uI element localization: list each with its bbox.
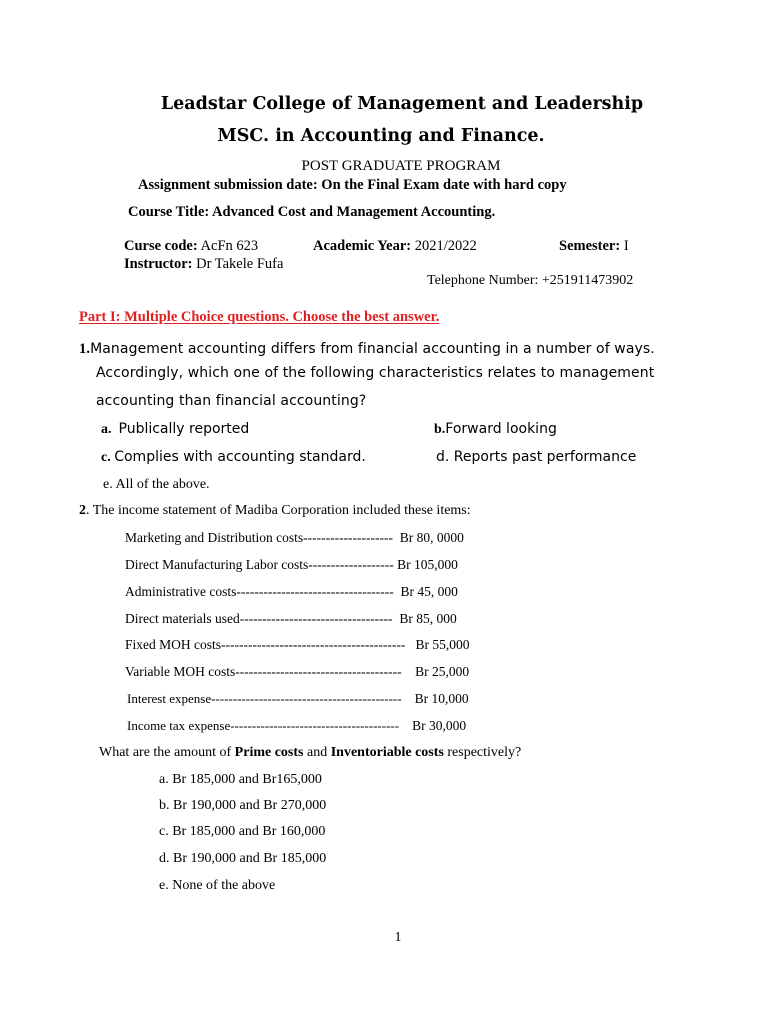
question-1-option-b: b.Forward looking xyxy=(434,421,557,437)
academic-year-value: 2021/2022 xyxy=(414,238,477,254)
cost-item: Marketing and Distribution costs-------------------- Br 80, 0000 xyxy=(125,530,464,545)
question-1-line-3: accounting than financial accounting? xyxy=(96,393,367,409)
page-number: 1 xyxy=(394,930,402,945)
question-1-text: Management accounting differs from financial accounting in a number of ways. xyxy=(90,341,655,357)
question-1-line-1 xyxy=(79,341,655,358)
cost-item: Interest expense-------------------------------------------- Br 10,000 xyxy=(127,691,469,706)
question-2-option-d: d. Br 190,000 and Br 185,000 xyxy=(159,851,327,866)
question-2-intro: 2. The income statement of Madiba Corporation included these items: xyxy=(79,503,471,518)
question-1-number: 1. xyxy=(79,341,91,357)
academic-year-label: Academic Year: xyxy=(313,238,412,254)
instructor-label: Instructor: xyxy=(124,256,193,272)
instructor-value: Dr Takele Fufa xyxy=(196,256,284,272)
question-1-option-e: e. All of the above. xyxy=(103,477,210,492)
telephone-number: Telephone Number: +251911473902 xyxy=(427,273,634,288)
academic-year xyxy=(313,238,477,255)
course-code-label: Curse code: xyxy=(124,238,198,254)
cost-item: Direct Manufacturing Labor costs------------------- Br 105,000 xyxy=(125,557,458,572)
course-title: Course Title: Advanced Cost and Management Accounting. xyxy=(128,204,496,220)
part-one-title: Part I: Multiple Choice questions. Choose the best answer. xyxy=(79,309,440,325)
cost-item: Income tax expense--------------------------------------- Br 30,000 xyxy=(127,718,467,733)
course-code-value: AcFn 623 xyxy=(200,238,259,254)
question-2-option-c: c. Br 185,000 and Br 160,000 xyxy=(159,824,326,839)
instructor xyxy=(124,256,283,273)
course-code xyxy=(124,238,258,255)
question-1-line-2: Accordingly, which one of the following characteristics relates to management xyxy=(96,365,655,381)
question-2-number: 2 xyxy=(79,503,86,518)
semester-label: Semester: xyxy=(559,238,621,254)
college-name: Leadstar College of Management and Leadership xyxy=(160,94,644,114)
question-2-option-b: b. Br 190,000 and Br 270,000 xyxy=(159,798,327,813)
question-2-option-e: e. None of the above xyxy=(159,878,276,893)
cost-item: Direct materials used---------------------------------- Br 85, 000 xyxy=(125,611,457,626)
semester xyxy=(559,238,629,255)
semester-value: I xyxy=(623,238,629,254)
submission-date: Assignment submission date: On the Final Exam date with hard copy xyxy=(138,177,567,193)
question-2-prompt: What are the amount of Prime costs and Inventoriable costs respectively? xyxy=(99,745,522,760)
question-1-option-d: d. Reports past performance xyxy=(436,449,637,465)
question-1-option-a: a. Publically reported xyxy=(101,421,250,437)
program-name: MSC. in Accounting and Finance. xyxy=(217,126,545,146)
cost-item: Administrative costs----------------------------------- Br 45, 000 xyxy=(125,584,458,599)
question-2-option-a: a. Br 185,000 and Br165,000 xyxy=(159,772,322,787)
cost-item: Fixed MOH costs----------------------------------------- Br 55,000 xyxy=(125,637,470,652)
post-graduate-heading: POST GRADUATE PROGRAM xyxy=(301,158,501,174)
question-1-option-c: c. Complies with accounting standard. xyxy=(101,449,366,465)
cost-item: Variable MOH costs------------------------------------- Br 25,000 xyxy=(125,664,470,679)
